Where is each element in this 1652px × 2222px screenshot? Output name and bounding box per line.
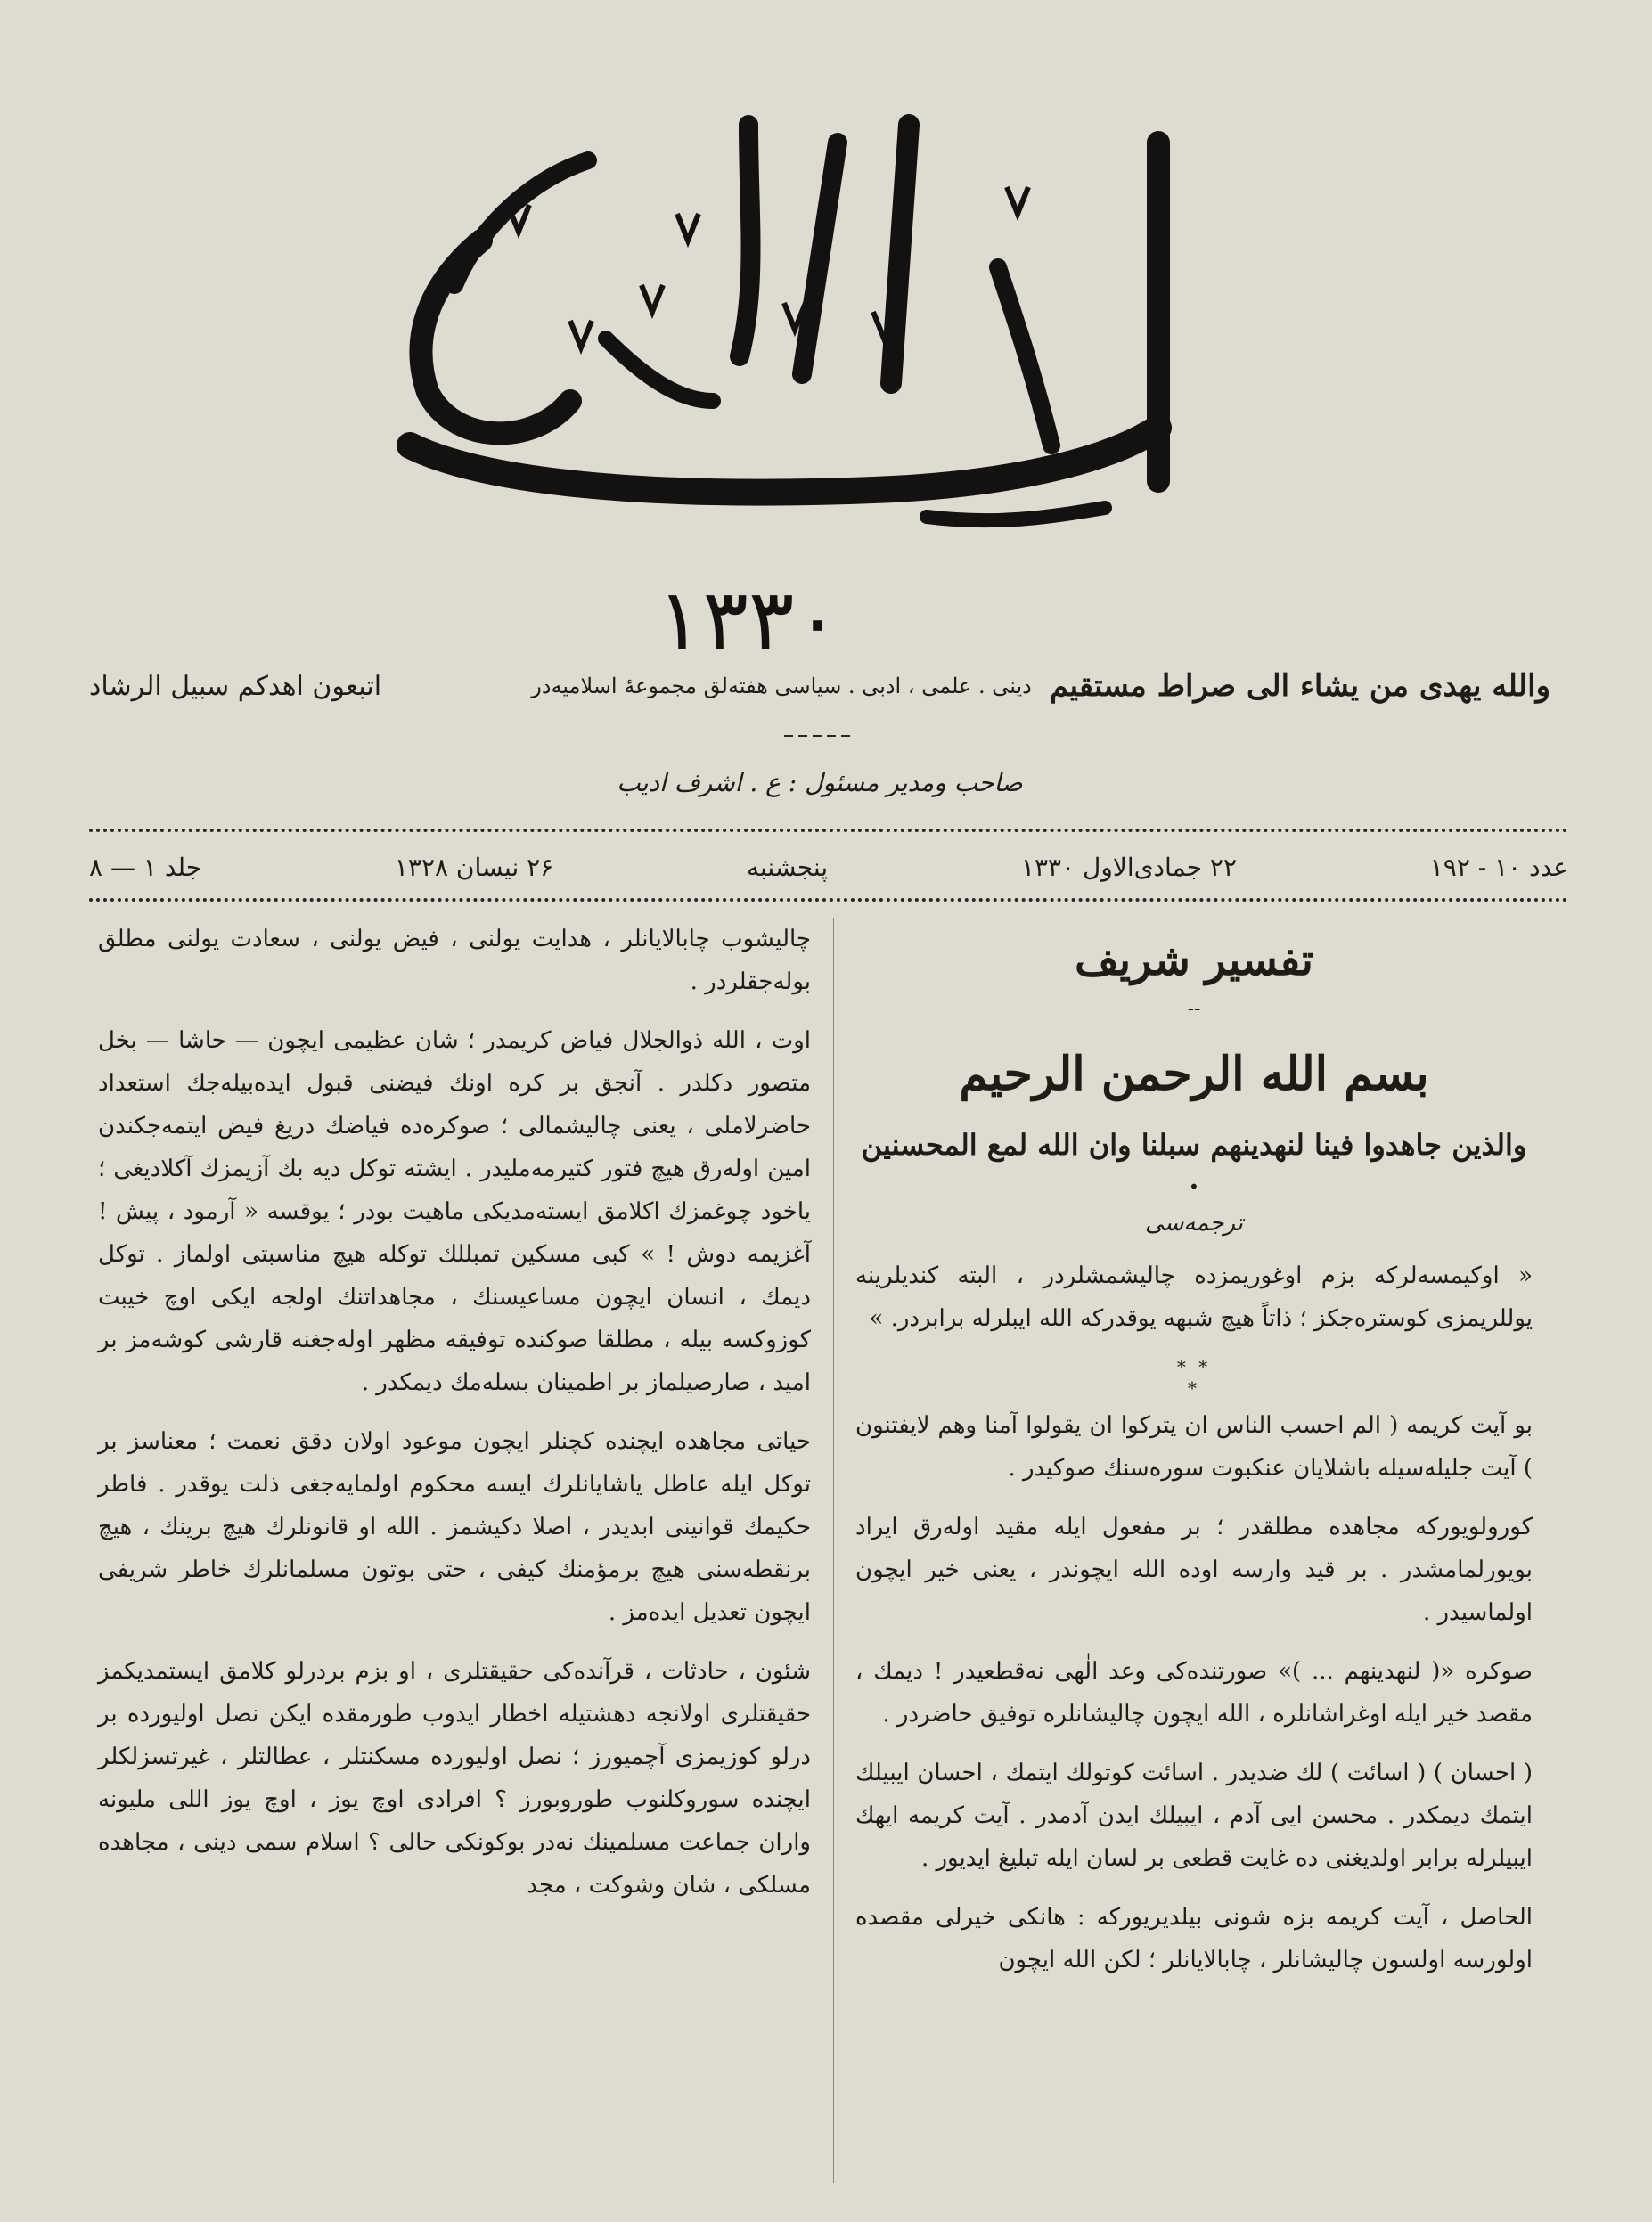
paragraph: صوكره «( لنهدينهم ... )» صورتنده‌كى وعد الٰهى نه‌قطعيدر ! ديمك ، مقصد خير ايله اوغراشانلره ، الله ايچون چاليشانلره توفيق حاضردر .	[855, 1658, 1533, 1728]
motto-row	[89, 659, 1550, 713]
motto-description: دينى . علمى ، ادبى . سياسى هفته‌لق مجموعهٔ اسلاميه‌در	[531, 674, 1032, 698]
stars-ornament: * * *	[1176, 1356, 1212, 1399]
issue-number: عدد ۱۰ - ۱۹۲	[1429, 852, 1568, 882]
motto-verse: والله يهدى من يشاء الى صراط مستقيم	[1049, 668, 1550, 704]
issue-info-row	[89, 845, 1568, 889]
paragraph: اوت ، الله ذوالجلال فياض كريمدر ؛ شان عظيمى ايچون — حاشا — بخل متصور دكلدر . آنجق بر كره اونك فيضنى قبول ايده‌بيله‌جك استعداد حاضرلاملى ، يعنى چاليشمالى ؛ صوكره‌ده فياضك دريغ فيض ايتمه‌جكندن امين اوله‌رق هيچ فتور كتيرمه‌مليدر . ايشته توكل ديه بك آزيمزك آكلاديغى ؛ ياخود چوغمزك اكلامق ايسته‌مديكى ماهيت بودر ؛ يوقسه « آرمود ، پيش ! آغزيمه دوش ! » كبى مسكين تمبللك توكله هيچ مناسبتى اولماز . توكل ديمك ، انسان ايچون مساعيسنك ، مجاهداتنك اولجه ايكى اوچ خيبت كوزوكسه بيله ، مطلقا صوكنده توفيقه مظهر اوله‌جغنه قارشى كوشه‌مز بر اميد ، صارصيلماز بر اطمينان بسله‌مك ديمكدر .	[98, 1027, 811, 1396]
basmala: بسم الله الرحمن الرحيم	[959, 1047, 1429, 1101]
masthead-year: ۱۳۳۰	[656, 570, 841, 670]
dotted-rule-bottom	[89, 898, 1568, 902]
paragraph: شئون ، حادثات ، قرآنده‌كى حقيقتلرى ، او بزم بردرلو كلامق ايستمديكمز حقيقتلرى اولانجه دهشتيله اخطار ايدوب طورمقده ايكن نصل اوليورده بر درلو كوزيمزى آچميورز ؛ نصل اوليورده مسكنتلر ، عطالتلر ، غيرتسزلكلر ايچنده سوروكلنوب طوروبورز ؟ افرادى اوچ يوز ، اوچ يوز اللى مليونه واران جماعت مسلمينك نه‌در بوكونكى حالى ؟ اسلام سمى دينى ، مجاهده مسلكى ، شان وشوكت ، مجد	[98, 1658, 811, 1899]
section-heading: تفسير شريف	[1075, 935, 1313, 985]
motto-group	[531, 668, 1550, 704]
paragraph: چاليشوب چابالايانلر ، هدايت يولنى ، فيض يولنى ، سعادت يولنى مطلق بوله‌جقلردر .	[98, 926, 811, 995]
translation-label: ترجمه‌سى	[1144, 1210, 1244, 1237]
issue-day: پنجشنبه	[746, 852, 829, 882]
paragraph: بو آيت كريمه ( الم احسب الناس ان يتركوا ان يقولوا آمنا وهم لايفتنون ) آيت جليله‌سيله باشلايان عنكبوت سوره‌سنك صوكيدر .	[855, 1412, 1533, 1482]
masthead	[374, 107, 1265, 670]
paragraph: ( احسان ) ( اسائت ) لك ضديدر . اسائت كوتولك ايتمك ، احسان ايبيلك ايتمك ديمكدر . محسن ايى آدم ، ايبيلك ايدن آدمدر . آيت كريمه ايهك ايبيلرله برابر اولديغنى ده غايت قطعى بر لسان ايله تبليغ ايديور .	[855, 1760, 1533, 1872]
paragraph: « اوكيمسه‌لركه بزم اوغوريمزده چاليشمشلردر ، البته كنديلرينه يوللريمزى كوستره‌جكز ؛ ذاتاً هيچ شبهه يوقدركه الله ايبلرله برابردر. »	[855, 1262, 1533, 1332]
issue-volume: جلد ۱ — ۸	[89, 852, 202, 882]
paragraph: حياتى مجاهده ايچنده كچنلر ايچون موعود اولان دقق نعمت ؛ معناسز بر توكل ايله عاطل ياشايانلرك ايسه محكوم اولمايه‌جغى ذلت يوقدر . فاطر حكيمك قوانينى ابديدر ، اصلا دكيشمز . الله او قانونلرك هيچ برينك ، هيچ برنقطه‌سنى هيچ برمؤمنك كيفى ، حتى بوتون مسلمانلرك خاطر شريفى ايچون تعديل ايده‌مز .	[98, 1428, 811, 1626]
quran-verse: والذين جاهدوا فينا لنهدينهم سبلنا وان الله لمع المحسنين .	[861, 1128, 1527, 1196]
issue-hijri-date: ۲۲ جمادى‌الاول ۱۳۳۰	[1020, 852, 1237, 882]
left-column	[98, 918, 811, 1923]
column-divider	[833, 918, 834, 2183]
paragraph: الحاصل ، آيت كريمه بزه شونى بيلديريوركه : هانكى خيرلى مقصده اولورسه اولسون چاليشانلر ، چابالايانلر ؛ لكن الله ايچون	[855, 1904, 1533, 1973]
right-column	[855, 918, 1533, 1997]
paragraph: كورولويوركه مجاهده مطلقدر ؛ بر مفعول ايله مقيد اوله‌رق ايراد بويورلمامشدر . بر قيد وارسه اوده الله ايچوندر ، يعنى خير ايچون اولماسيدر .	[855, 1514, 1533, 1626]
owner-line: صاحب ومدير مسئول : ع . اشرف اديب	[617, 768, 1023, 797]
heading-dash: --	[1187, 998, 1201, 1020]
ornament-divider	[784, 732, 855, 739]
motto-slogan: اتبعون اهدكم سبيل الرشاد	[89, 670, 382, 702]
issue-rumi-date: ۲۶ نيسان ۱۳۲۸	[394, 852, 554, 882]
dotted-rule-top	[89, 829, 1568, 832]
